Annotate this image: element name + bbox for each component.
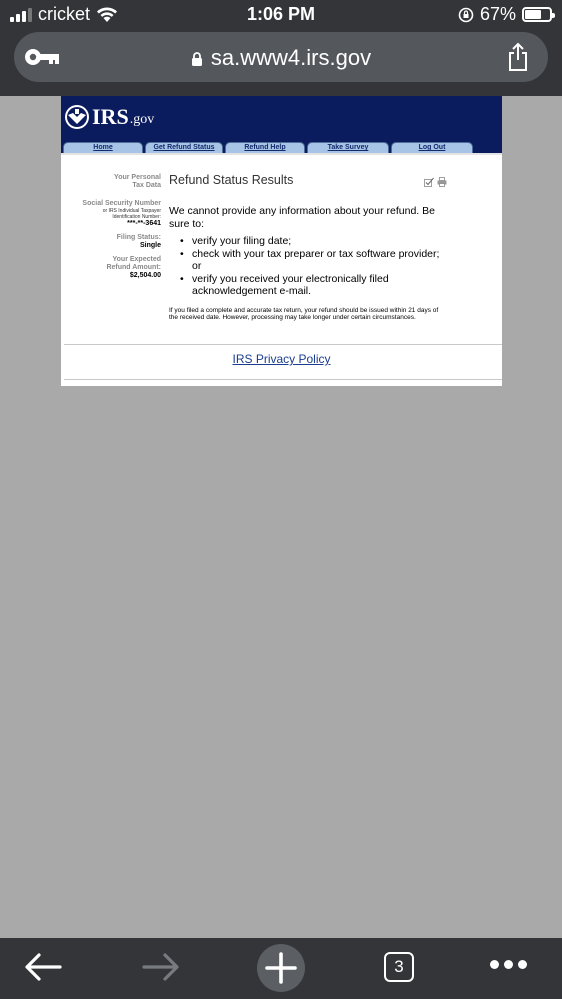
ssn-value: ***-**-3641: [127, 220, 161, 227]
privacy-policy-link[interactable]: IRS Privacy Policy: [232, 352, 331, 366]
processing-note: If you filed a complete and accurate tax return, your refund should be issued within 21 days of the received date. However, processing may take longer under certain circumstances.: [169, 306, 439, 321]
irs-nav: [61, 142, 504, 153]
battery-icon: [522, 7, 552, 22]
list-item: • verify you received your electronically filed acknowledgement e-mail.: [181, 273, 444, 298]
logo-text: IRS: [92, 104, 129, 129]
lock-icon: [191, 52, 203, 66]
list-item: • verify your filing date;: [181, 235, 444, 248]
tab-switcher-button[interactable]: 3: [384, 952, 414, 982]
nav-log-out[interactable]: Log Out: [391, 142, 473, 153]
instructions-list: [169, 235, 444, 298]
address-bar[interactable]: [14, 32, 548, 82]
status-right: [458, 4, 552, 25]
url-text: sa.www4.irs.gov: [210, 45, 372, 70]
irs-logo[interactable]: [64, 104, 154, 130]
refund-amount-value: $2,504.00: [129, 272, 161, 279]
carrier-name: cricket: [38, 4, 91, 24]
browser-toolbar: [0, 938, 562, 999]
irs-banner: [61, 96, 502, 153]
list-item: or: [192, 260, 202, 272]
nav-refund-help[interactable]: Refund Help: [225, 142, 305, 153]
nav-get-refund-status[interactable]: Get Refund Status: [145, 142, 223, 153]
clock: 1:06 PM: [246, 4, 316, 24]
share-icon[interactable]: [506, 42, 530, 72]
filing-status-label: Filing Status:: [116, 234, 161, 241]
filing-status-value: Single: [139, 242, 161, 249]
footer-divider: [64, 344, 502, 345]
orientation-lock-icon: [458, 7, 474, 23]
list-item: • check with your tax preparer or tax software provider;: [181, 248, 444, 261]
page-title: Refund Status Results: [169, 173, 294, 187]
back-arrow-icon[interactable]: [24, 952, 62, 982]
ssn-label: Social Security Number: [82, 200, 161, 207]
logo-suffix: .gov: [129, 112, 155, 127]
plus-icon: [257, 944, 305, 992]
ssn-sublabel: or IRS Individual Taxpayer Identification Number:: [102, 208, 161, 220]
status-message: We cannot provide any information about your refund. Be sure to:: [169, 205, 435, 230]
nav-home[interactable]: Home: [63, 142, 143, 153]
irs-eagle-seal-icon: [64, 104, 90, 130]
personal-tax-data-panel: [61, 174, 161, 280]
content-divider: [61, 153, 502, 155]
battery-percent: 67%: [479, 4, 516, 24]
personal-data-heading: Your Personal Tax Data: [114, 174, 161, 189]
url-display[interactable]: [14, 45, 548, 71]
refund-amount-label: Your Expected Refund Amount:: [106, 256, 161, 271]
forward-arrow-icon[interactable]: [142, 952, 180, 982]
more-menu-icon[interactable]: [490, 960, 530, 972]
nav-take-survey[interactable]: Take Survey: [307, 142, 389, 153]
status-bar: [0, 0, 562, 30]
irs-page: [61, 96, 502, 386]
new-tab-button[interactable]: [257, 944, 305, 992]
footer-divider-bottom: [64, 379, 502, 380]
browser-header: [0, 30, 562, 96]
refund-status-main: [169, 173, 444, 322]
